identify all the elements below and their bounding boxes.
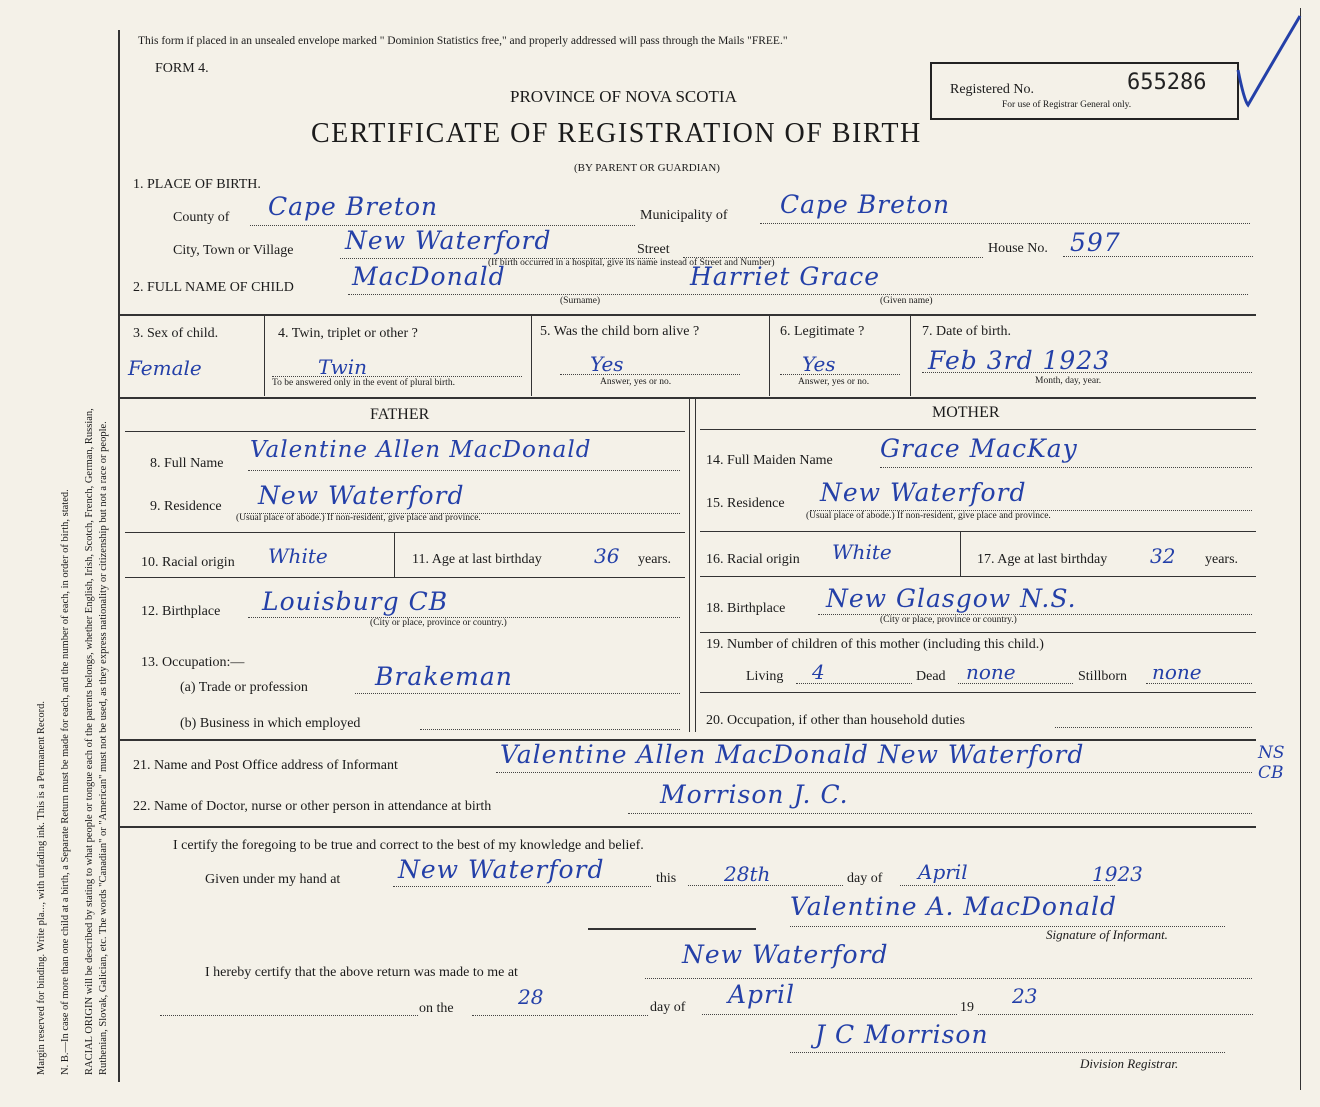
municipality-value: Cape Breton	[780, 190, 951, 219]
father-occupation-label: 13. Occupation:—	[141, 655, 245, 670]
registered-number: 655286	[1127, 70, 1207, 95]
mother-name-value: Grace MacKay	[880, 434, 1078, 463]
sex-label: 3. Sex of child.	[133, 326, 219, 341]
father-heading-rule	[125, 431, 685, 432]
given-day-of-label: day of	[847, 871, 883, 886]
father-residence-label: 9. Residence	[150, 499, 222, 514]
father-birthplace-value: Louisburg CB	[262, 587, 449, 616]
mother-children-rule	[700, 632, 1256, 633]
mail-note: This form if placed in an unsealed envelope marked " Dominion Statistics free," and properly addressed will pass through the Mails "FREE."	[138, 35, 788, 47]
dob-value: Feb 3rd 1923	[928, 346, 1111, 375]
county-label: County of	[173, 210, 230, 225]
mother-years-label: years.	[1205, 552, 1239, 567]
division-registrar-caption: Division Registrar.	[1080, 1056, 1179, 1071]
row3-divider-2	[531, 316, 532, 396]
registrar-month-value: April	[728, 980, 795, 1009]
mother-mid-rule	[700, 531, 1256, 532]
dead-value: none	[966, 660, 1016, 684]
check-mark-icon	[1234, 10, 1304, 110]
twin-note: To be answered only in the event of plural birth.	[272, 378, 455, 388]
county-value: Cape Breton	[268, 192, 439, 221]
living-value: 4	[812, 660, 825, 684]
place-of-birth-heading: 1. PLACE OF BIRTH.	[133, 177, 261, 192]
registrar-signature: J C Morrison	[815, 1020, 989, 1049]
registration-box	[930, 62, 1239, 120]
row3-divider-4	[910, 316, 911, 396]
doctor-line	[628, 813, 1252, 814]
right-edge-rule	[1300, 8, 1301, 1090]
row3-divider-3	[769, 316, 770, 396]
father-trade-line	[355, 693, 680, 694]
living-label: Living	[746, 669, 784, 684]
this-label: this	[656, 871, 677, 886]
father-name-value: Valentine Allen MacDonald	[250, 437, 592, 463]
registrar-day-line	[472, 1015, 648, 1016]
father-trade-value: Brakeman	[375, 662, 513, 691]
given-day-value: 28th	[724, 862, 771, 886]
parents-center-rule-b	[695, 399, 696, 732]
father-lower-rule	[125, 577, 685, 578]
legitimate-value: Yes	[802, 352, 836, 376]
given-place-line	[393, 886, 651, 887]
father-racial-value: White	[268, 544, 328, 568]
mother-residence-note: (Usual place of abode.) If non-resident, give place and province.	[806, 511, 1051, 521]
twin-line	[272, 376, 522, 377]
given-under-label: Given under my hand at	[205, 872, 341, 887]
mother-lower-rule	[700, 576, 1256, 577]
mother-name-line	[880, 467, 1252, 468]
dob-note: Month, day, year.	[1035, 376, 1102, 386]
stillborn-label: Stillborn	[1078, 669, 1128, 684]
child-name-line	[348, 294, 1248, 295]
registrar-leading-line	[160, 1015, 418, 1016]
mother-racial-label: 16. Racial origin	[706, 552, 800, 567]
margin-note: Margin reserved for binding. Write pla..., with unfading ink. This is a Permanent Record.	[36, 700, 47, 1075]
mother-racial-divider	[960, 532, 961, 576]
registrar-place-value: New Waterford	[682, 940, 889, 969]
given-place-value: New Waterford	[398, 855, 605, 884]
father-name-label: 8. Full Name	[150, 456, 224, 471]
dob-line	[922, 372, 1252, 373]
twin-value: Twin	[318, 355, 368, 379]
father-birthplace-note: (City or place, province or country.)	[370, 618, 507, 628]
mother-birthplace-note: (City or place, province or country.)	[880, 615, 1017, 625]
mother-age-label: 17. Age at last birthday	[977, 552, 1108, 567]
mother-residence-value: New Waterford	[820, 478, 1027, 507]
father-business-label: (b) Business in which employed	[180, 716, 361, 731]
municipality-label: Municipality of	[640, 208, 728, 223]
father-trade-label: (a) Trade or profession	[180, 680, 308, 695]
surname-caption: (Surname)	[560, 296, 601, 306]
street-label: Street	[637, 242, 670, 257]
children-count-label: 19. Number of children of this mother (including this child.)	[706, 637, 1044, 652]
registrar-year-line	[978, 1014, 1253, 1015]
city-value: New Waterford	[345, 226, 552, 255]
given-month-line	[900, 885, 1115, 886]
left-margin-rule	[118, 30, 120, 1082]
mother-occupation-line	[1055, 727, 1252, 728]
parents-top-rule	[120, 397, 1256, 399]
row3-divider-1	[264, 316, 265, 396]
registrar-month-line	[702, 1014, 957, 1015]
mother-birthplace-label: 18. Birthplace	[706, 601, 786, 616]
alive-value: Yes	[590, 352, 624, 376]
registrar-day-of-label: day of	[650, 1000, 686, 1015]
registrar-certify-text: I hereby certify that the above return was made to me at	[205, 965, 518, 980]
mother-heading-rule	[700, 429, 1256, 430]
child-given-name: Harriet Grace	[690, 262, 881, 291]
registrar-signature-line	[790, 1052, 1225, 1053]
given-caption: (Given name)	[880, 296, 933, 306]
signature-separator	[588, 928, 756, 930]
certificate-title: CERTIFICATE OF REGISTRATION OF BIRTH	[311, 118, 922, 149]
legitimate-label: 6. Legitimate ?	[780, 324, 865, 339]
father-age-value: 36	[594, 544, 620, 568]
alive-note: Answer, yes or no.	[600, 377, 672, 387]
certify-text: I certify the foregoing to be true and correct to the best of my knowledge and belief.	[173, 838, 644, 853]
father-business-line	[420, 729, 680, 730]
stillborn-value: none	[1152, 660, 1202, 684]
municipality-line	[760, 223, 1250, 224]
racial-note-1: RACIAL ORIGIN will be described by stating to what people or tongue each of the parents belongs, whether English, Irish, Scotch, French, German, Russian,	[84, 408, 95, 1075]
hospital-note: (If birth occurred in a hospital, give its name instead of Street and Number)	[488, 258, 775, 268]
twin-label: 4. Twin, triplet or other ?	[278, 326, 418, 341]
mother-residence-label: 15. Residence	[706, 496, 785, 511]
father-heading: FATHER	[370, 406, 430, 423]
nb-note: N. B.—In case of more than one child at a birth, a Separate Return must be made for each, and the number of each, in order of birth, stated.	[60, 489, 71, 1075]
given-month-value: April	[918, 860, 968, 884]
informant-line	[496, 772, 1252, 773]
informant-suffix: NS CB	[1258, 743, 1285, 783]
mother-age-value: 32	[1150, 544, 1176, 568]
sex-value: Female	[128, 356, 202, 380]
mother-occupation-rule	[700, 692, 1256, 693]
registrar-day-value: 28	[518, 985, 544, 1009]
house-no-value: 597	[1070, 228, 1121, 257]
on-the-label: on the	[419, 1001, 454, 1016]
father-residence-value: New Waterford	[258, 481, 465, 510]
father-name-line	[248, 470, 680, 471]
informant-signature: Valentine A. MacDonald	[790, 892, 1117, 921]
city-label: City, Town or Village	[173, 243, 294, 258]
informant-signature-caption: Signature of Informant.	[1046, 927, 1168, 942]
informant-value: Valentine Allen MacDonald New Waterford	[500, 740, 1085, 769]
informant-label: 21. Name and Post Office address of Informant	[133, 758, 398, 773]
registrar-year-value: 23	[1012, 984, 1038, 1008]
legitimate-line	[780, 374, 900, 375]
mother-name-label: 14. Full Maiden Name	[706, 453, 833, 468]
given-year-value: 1923	[1092, 862, 1143, 886]
alive-label: 5. Was the child born alive ?	[540, 324, 700, 339]
father-racial-divider	[394, 533, 395, 577]
father-birthplace-label: 12. Birthplace	[141, 604, 221, 619]
legitimate-note: Answer, yes or no.	[798, 377, 870, 387]
registrar-general-note: For use of Registrar General only.	[1002, 100, 1132, 110]
mother-birthplace-value: New Glasgow N.S.	[826, 584, 1077, 613]
certify-top-rule	[120, 826, 1256, 828]
registrar-place-line	[645, 978, 1252, 979]
father-years-label: years.	[638, 552, 672, 567]
registrar-year-prefix: 19	[960, 1000, 974, 1015]
child-surname: MacDonald	[352, 262, 506, 291]
row3-top-rule	[120, 314, 1256, 316]
doctor-label: 22. Name of Doctor, nurse or other person in attendance at birth	[133, 799, 492, 814]
father-mid-rule	[125, 532, 685, 533]
mother-heading: MOTHER	[932, 404, 1000, 421]
father-age-label: 11. Age at last birthday	[412, 552, 542, 567]
racial-note-2: Ruthenian, Slovak, Galician, etc. The words "Canadian" or "American" must not be used, as they express nationality or citizenship but not a race or people.	[98, 421, 109, 1075]
province-heading: PROVINCE OF NOVA SCOTIA	[510, 87, 737, 106]
registered-no-label: Registered No.	[950, 82, 1034, 97]
father-racial-label: 10. Racial origin	[141, 555, 235, 570]
child-name-label: 2. FULL NAME OF CHILD	[133, 280, 294, 295]
house-no-label: House No.	[988, 241, 1048, 256]
form-number: FORM 4.	[155, 61, 209, 76]
dead-label: Dead	[916, 669, 946, 684]
certificate-subtitle: (BY PARENT OR GUARDIAN)	[574, 162, 720, 174]
father-residence-note: (Usual place of abode.) If non-resident, give place and province.	[236, 513, 481, 523]
dob-label: 7. Date of birth.	[922, 324, 1012, 339]
parents-center-rule-a	[689, 399, 690, 732]
mother-occupation-label: 20. Occupation, if other than household duties	[706, 713, 965, 728]
alive-line	[560, 374, 740, 375]
doctor-value: Morrison J. C.	[660, 780, 849, 809]
mother-racial-value: White	[832, 540, 892, 564]
